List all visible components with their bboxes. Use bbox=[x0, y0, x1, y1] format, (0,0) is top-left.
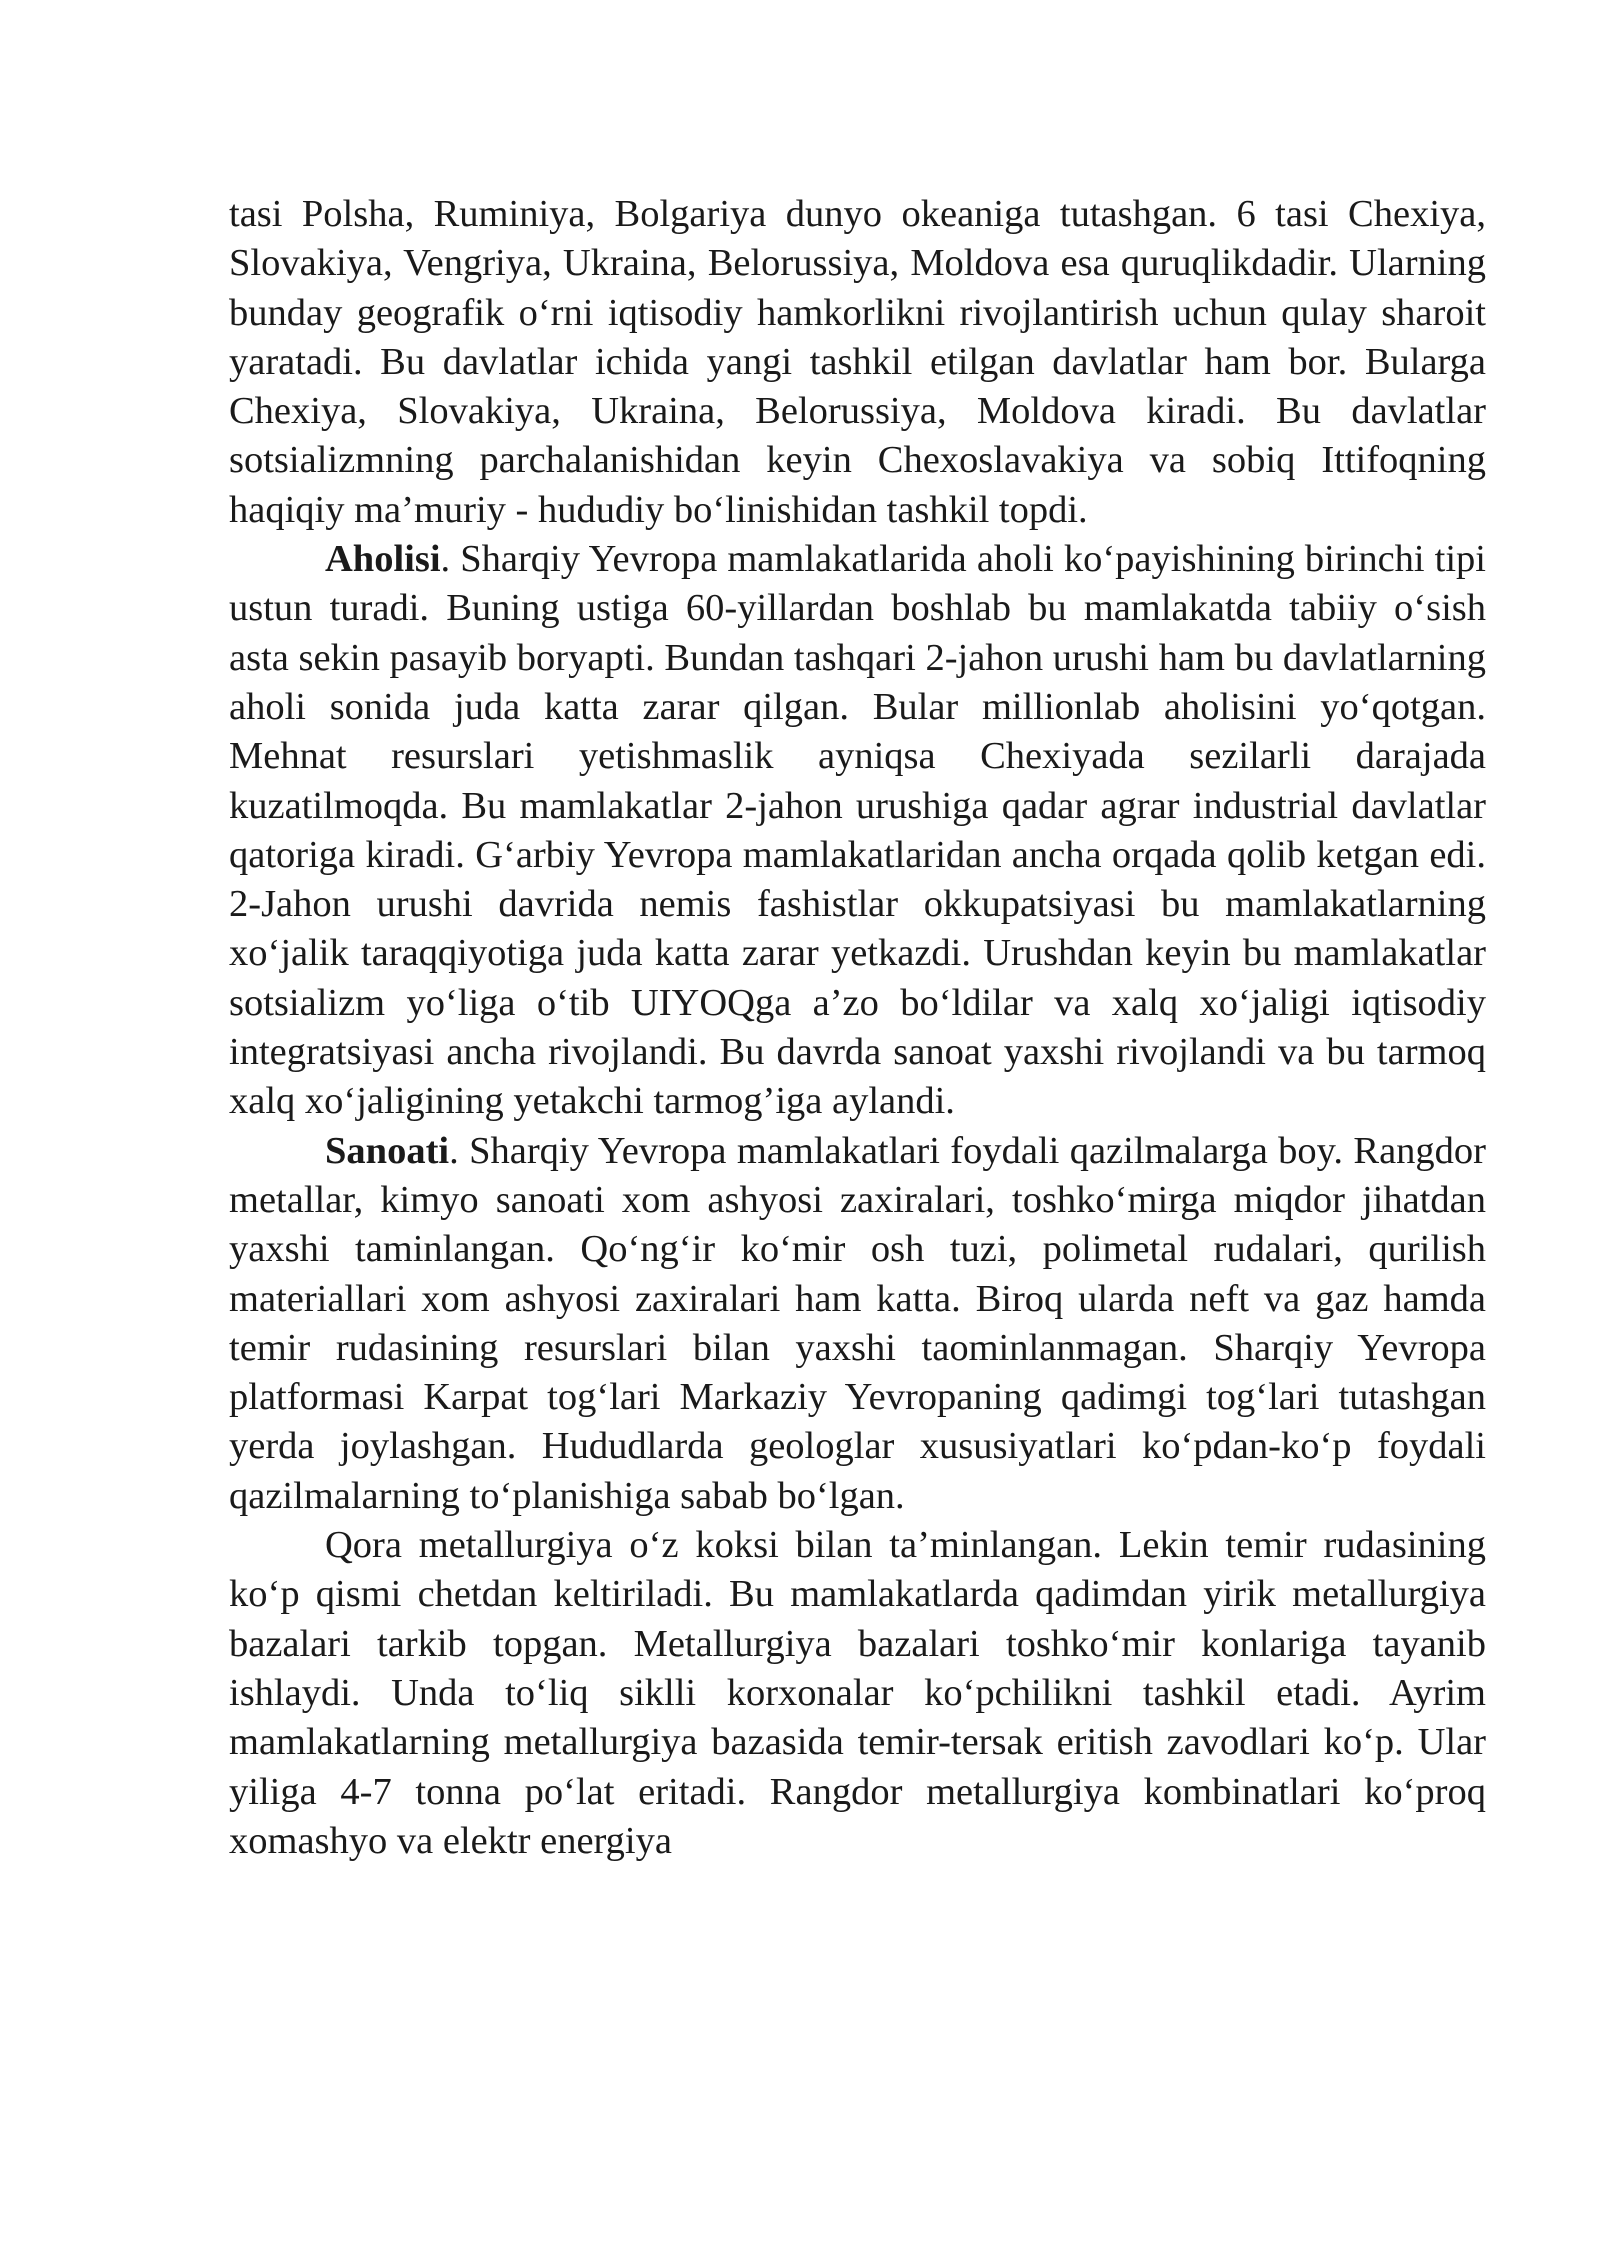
paragraph-population bbox=[229, 535, 1486, 1127]
section-heading-aholisi: Aholisi bbox=[325, 538, 441, 581]
paragraph-text: Qora metallurgiya o‘z koksi bilan ta’minlangan. Lekin temir rudasining ko‘p qismi chetdan keltiriladi. Bu mamlakatlarda qadimdan yirik metallurgiya bazalari tarkib topgan. Metallurgiya bazalari toshko‘mir konlariga tayanib ishlaydi. Unda to‘liq siklli korxonalar ko‘pchilikni tashkil etadi. Ayrim mamlakatlarning metallurgiya bazasida temir-tersak eritish zavodlari ko‘p. Ular yiliga 4-7 tonna po‘lat eritadi. Rangdor metallurgiya kombinatlari ko‘proq xomashyo va elektr energiya bbox=[229, 1524, 1486, 1862]
document-page bbox=[229, 190, 1486, 1866]
paragraph-text: tasi Polsha, Ruminiya, Bolgariya dunyo okeaniga tutashgan. 6 tasi Chexiya, Slovakiya, Vengriya, Ukraina, Belorussiya, Moldova esa quruqlikdadir. Ularning bunday geografik o‘rni iqtisodiy hamkorlikni rivojlantirish uchun qulay sharoit yaratadi. Bu davlatlar ichida yangi tashkil etilgan davlatlar ham bor. Bularga Chexiya, Slovakiya, Ukraina, Belorussiya, Moldova kiradi. Bu davlatlar sotsializmning parchalanishidan keyin Chexoslavakiya va sobiq Ittifoqning haqiqiy ma’muriy - hududiy bo‘linishidan tashkil topdi. bbox=[229, 193, 1486, 531]
heading-punctuation: . bbox=[440, 538, 451, 581]
paragraph-geography bbox=[229, 190, 1486, 535]
paragraph-text: Sharqiy Yevropa mamlakatlarida aholi ko‘payishining birinchi tipi ustun turadi. Buning ustiga 60-yillardan boshlab bu mamlakatda tabiiy o‘sish asta sekin pasayib boryapti. Bundan tashqari 2-jahon urushi ham bu davlatlarning aholi sonida juda katta zarar qilgan. Bular millionlab aholisini yo‘qotgan. Mehnat resurslari yetishmaslik ayniqsa Chexiyada sezilarli darajada kuzatilmoqda. Bu mamlakatlar 2-jahon urushiga qadar agrar industrial davlatlar qatoriga kiradi. G‘arbiy Yevropa mamlakatlaridan ancha orqada qolib ketgan edi. 2-Jahon urushi davrida nemis fashistlar okkupatsiyasi bu mamlakatlarning xo‘jalik taraqqiyotiga juda katta zarar yetkazdi. Urushdan keyin bu mamlakatlar sotsializm yo‘liga o‘tib UIYOQga a’zo bo‘ldilar va xalq xo‘jaligi iqtisodiy integratsiyasi ancha rivojlandi. Bu davrda sanoat yaxshi rivojlandi va bu tarmoq xalq xo‘jaligining yetakchi tarmog’iga aylandi. bbox=[229, 538, 1486, 1123]
paragraph-metallurgy bbox=[229, 1521, 1486, 1866]
paragraph-text: Sharqiy Yevropa mamlakatlari foydali qazilmalarga boy. Rangdor metallar, kimyo sanoati xom ashyosi zaxiralari, toshko‘mirga miqdor jihatdan yaxshi taminlangan. Qo‘ng‘ir ko‘mir osh tuzi, polimetal rudalari, qurilish materiallari xom ashyosi zaxiralari ham katta. Biroq ularda neft va gaz hamda temir rudasining resurslari bilan yaxshi taominlanmagan. Sharqiy Yevropa platformasi Karpat tog‘lari Markaziy Yevropaning qadimgi tog‘lari tutashgan yerda joylashgan. Hududlarda geologlar xususiyatlari ko‘pdan-ko‘p foydali qazilmalarning to‘planishiga sabab bo‘lgan. bbox=[229, 1129, 1486, 1517]
paragraph-industry bbox=[229, 1127, 1486, 1521]
heading-punctuation: . bbox=[449, 1129, 459, 1172]
section-heading-sanoati: Sanoati bbox=[325, 1129, 450, 1172]
